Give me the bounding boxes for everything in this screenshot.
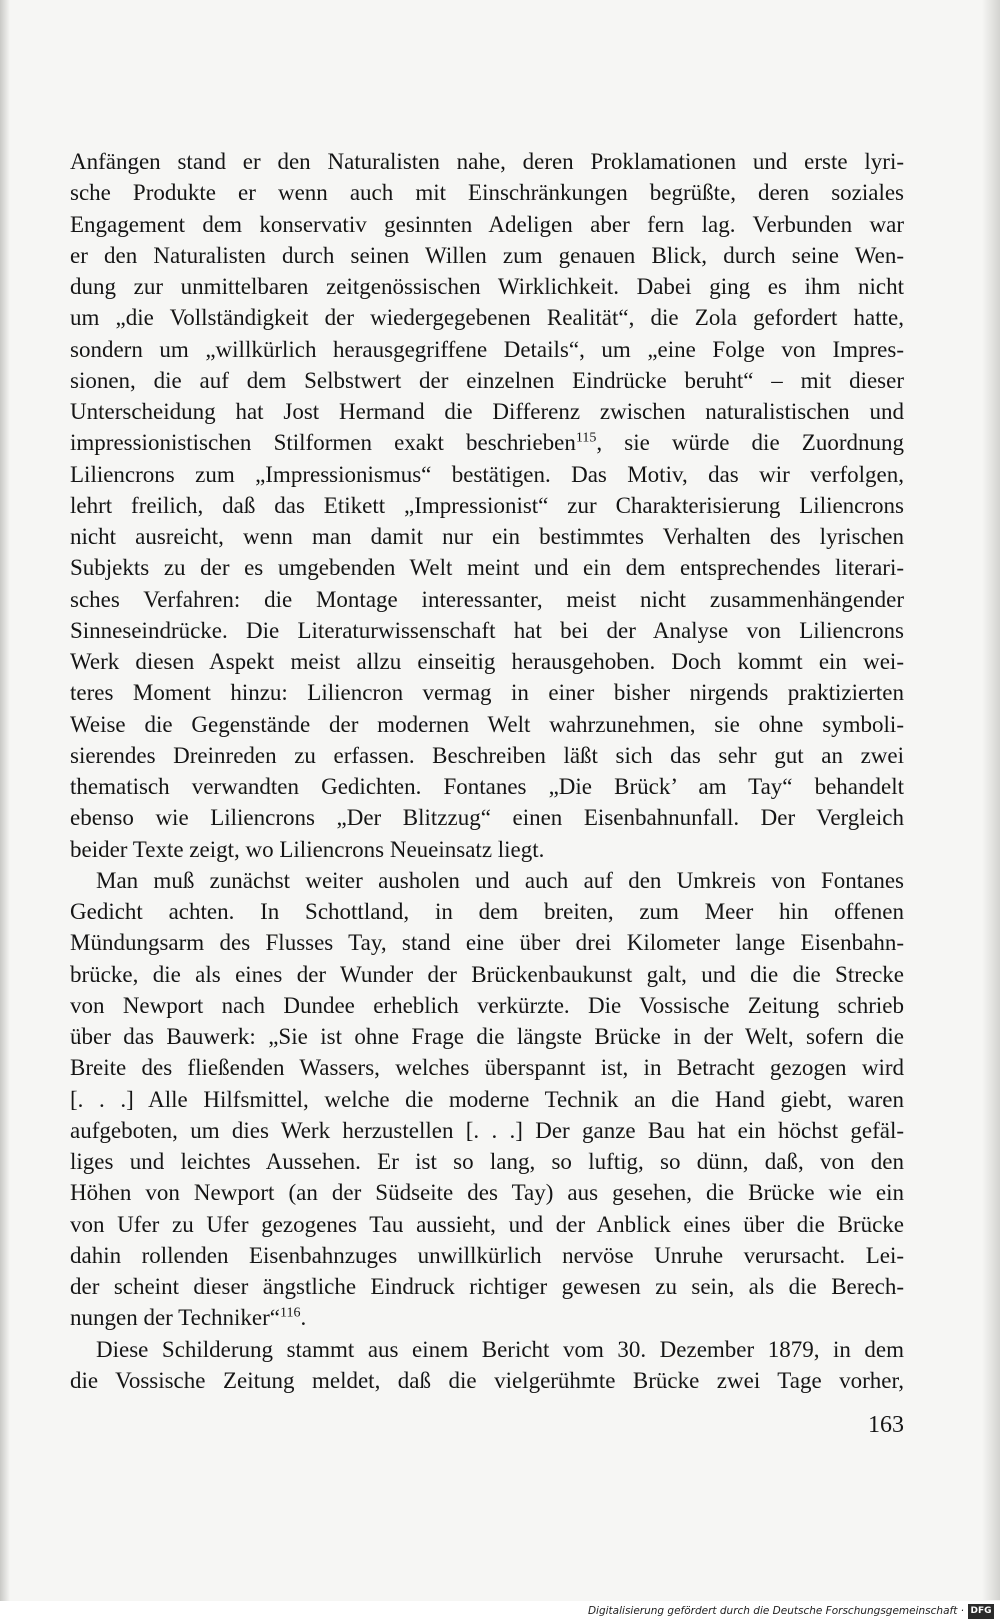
text-line: impressionistischen Stilformen exakt beschrieben$^{115}$, sie würde die Zuordnung — [70, 430, 904, 456]
text-line: brücke, die als eines der Wunder der Brückenbaukunst galt, und die die Strecke — [70, 961, 904, 987]
text-line: Anfängen stand er den Naturalisten nahe, deren Proklamationen und erste lyri- — [70, 149, 904, 174]
footnote-marker: 116 — [280, 1305, 301, 1321]
body-text — [70, 146, 904, 1396]
text-line: teres Moment hinzu: Liliencron vermag in einer bisher nirgends praktizierten — [70, 680, 904, 706]
text-line: Unterscheidung hat Jost Hermand die Differenz zwischen naturalistischen und — [70, 399, 904, 424]
text-line: beider Texte zeigt, wo Liliencrons Neueinsatz liegt. — [70, 836, 545, 862]
text-line: dung zur unmittelbaren zeitgenössischen Wirklichkeit. Dabei ging es ihm nicht — [70, 274, 904, 299]
text-line: Werk diesen Aspekt meist allzu einseitig herausgehoben. Doch kommt ein wei- — [70, 649, 904, 674]
text-line: Mündungsarm des Flusses Tay, stand eine über drei Kilometer lange Eisenbahn- — [70, 930, 904, 956]
footnote-marker: 115 — [575, 430, 597, 446]
text-line: sondern um „willkürlich herausgegriffene Details“, um „eine Folge von Impres- — [70, 336, 904, 362]
dfg-logo: DFG — [968, 1604, 994, 1619]
digitization-footer — [0, 1601, 1000, 1623]
text-line: dahin rollenden Eisenbahnzuges unwillkürlich nervöse Unruhe verursacht. Lei- — [70, 1242, 904, 1268]
text-line: Gedicht achten. In Schottland, in dem breiten, zum Meer hin offenen — [70, 899, 904, 924]
text-line: Sinneseindrücke. Die Literaturwissenschaft hat bei der Analyse von Liliencrons — [70, 617, 904, 643]
text-line: Breite des fließenden Wassers, welches überspannt ist, in Betracht gezogen wird — [70, 1055, 904, 1081]
text-line: Diese Schilderung stammt aus einem Bericht vom 30. Dezember 1879, in dem — [96, 1336, 904, 1362]
text-line: Subjekts zu der es umgebenden Welt meint und ein dem entsprechendes literari- — [70, 555, 904, 581]
text-line: nicht ausreicht, wenn man damit nur ein bestimmtes Verhalten des lyrischen — [70, 524, 904, 549]
text-line: lehrt freilich, daß das Etikett „Impressionist“ zur Charakterisierung Liliencrons — [70, 492, 904, 518]
text-line: sches Verfahren: die Montage interessanter, meist nicht zusammenhängender — [70, 586, 904, 612]
funding-notice: Digitalisierung gefördert durch die Deutsche Forschungsgemeinschaft · — [587, 1605, 964, 1617]
text-line: aufgeboten, um dies Werk herzustellen [. . .] Der ganze Bau hat ein höchst gefäl- — [70, 1117, 904, 1143]
text-line: Engagement dem konservativ gesinnten Adeligen aber fern lag. Verbunden war — [70, 211, 904, 237]
text-line: von Ufer zu Ufer gezogenes Tau aussieht, und der Anblick eines über die Brücke — [70, 1211, 904, 1237]
page-number: 163 — [868, 1412, 904, 1438]
text-line: Liliencrons zum „Impressionismus“ bestätigen. Das Motiv, das wir verfolgen, — [70, 461, 904, 487]
text-line: der scheint dieser ängstliche Eindruck richtiger gewesen zu sein, als die Berech- — [70, 1274, 904, 1299]
text-line: thematisch verwandten Gedichten. Fontanes „Die Brück’ am Tay“ behandelt — [70, 774, 904, 799]
text-line: liges und leichtes Aussehen. Er ist so lang, so luftig, so dünn, daß, von den — [70, 1149, 904, 1174]
page-left-edge-shadow — [0, 0, 10, 1623]
text-line: die Vossische Zeitung meldet, daß die vielgerühmte Brücke zwei Tage vorher, — [70, 1367, 904, 1393]
text-line: Weise die Gegenstände der modernen Welt wahrzunehmen, sie ohne symboli- — [70, 711, 904, 737]
text-line: über das Bauwerk: „Sie ist ohne Frage die längste Brücke in der Welt, sofern die — [70, 1024, 904, 1049]
text-line: nungen der Techniker“$^{116}$. — [70, 1305, 307, 1331]
text-line: ebenso wie Liliencrons „Der Blitzzug“ einen Eisenbahnunfall. Der Vergleich — [70, 805, 904, 831]
text-line: Höhen von Newport (an der Südseite des Tay) aus gesehen, die Brücke wie ein — [70, 1180, 904, 1206]
text-line: um „die Vollständigkeit der wiedergegebenen Realität“, die Zola gefordert hatte, — [70, 305, 904, 331]
text-line: Man muß zunächst weiter ausholen und auch auf den Umkreis von Fontanes — [96, 867, 904, 893]
text-line: sche Produkte er wenn auch mit Einschränkungen begrüßte, deren soziales — [70, 180, 904, 206]
page-right-edge-shadow — [982, 0, 1000, 1600]
text-line: von Newport nach Dundee erheblich verkürzte. Die Vossische Zeitung schrieb — [70, 992, 904, 1018]
text-line: er den Naturalisten durch seinen Willen zum genauen Blick, durch seine Wen- — [70, 242, 904, 268]
text-line: sierendes Dreinreden zu erfassen. Beschreiben läßt sich das sehr gut an zwei — [70, 742, 904, 768]
text-line: [. . .] Alle Hilfsmittel, welche die moderne Technik an die Hand giebt, waren — [70, 1086, 904, 1112]
text-line: sionen, die auf dem Selbstwert der einzelnen Eindrücke beruht“ – mit dieser — [70, 367, 904, 393]
